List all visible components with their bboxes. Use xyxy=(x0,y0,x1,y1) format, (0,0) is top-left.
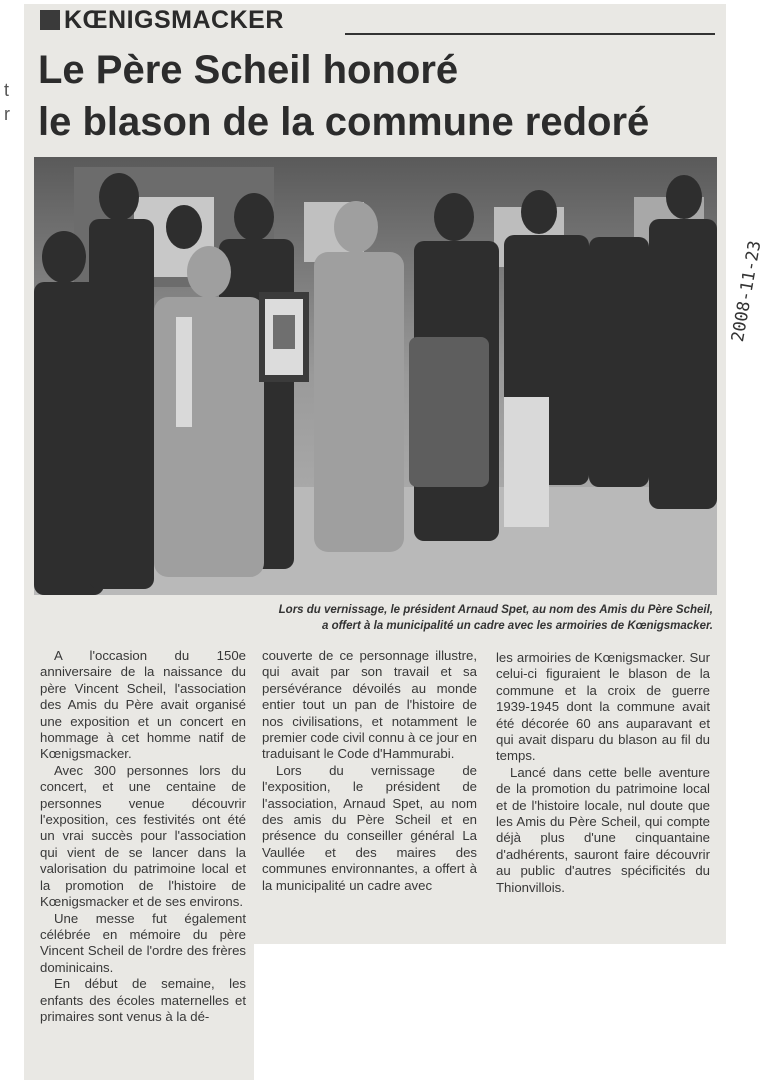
paragraph: couverte de ce personnage illustre, qui avait par son travail et sa persévérance dévoilés au monde entier tout un pan de l'histoire de nos civilisations, et notamment le premier code civil connu à ce jour en traduisant le Code d'Hammurabi. xyxy=(262,648,477,762)
headline xyxy=(38,44,728,148)
cut-edge-mark: r xyxy=(4,104,10,124)
headline-line-1: Le Père Scheil honoré xyxy=(38,48,459,92)
section-title: KŒNIGSMACKER xyxy=(64,5,284,34)
paragraph: A l'occasion du 150e anniversaire de la naissance du père Vincent Scheil, l'association des Amis du Père avait organisé une exposition et un concert en hommage à cet homme natif de Kœnigsmacker. xyxy=(40,648,246,762)
rubric-rule xyxy=(345,33,715,35)
photo-caption xyxy=(34,602,713,634)
paragraph: Avec 300 personnes lors du concert, et une centaine de personnes venue découvrir l'exposition, ces festivités ont été un vrai succès pour l'association qui vient de se lancer dans la valorisation du patrimoine local et la promotion de l'histoire de Kœnigsmacker et de ses environs. xyxy=(40,762,246,910)
article-column-2 xyxy=(262,648,477,894)
group-photo xyxy=(34,157,717,595)
paragraph: Une messe fut également célébrée en mémoire du père Vincent Scheil de l'ordre des frères dominicains. xyxy=(40,910,246,975)
article-column-3 xyxy=(496,650,710,896)
handwritten-date: 2008-11-23 xyxy=(728,239,765,344)
caption-line-2: a offert à la municipalité un cadre avec les armoiries de Kœnigsmacker. xyxy=(322,620,713,632)
article-column-1 xyxy=(40,648,246,1025)
caption-line-1: Lors du vernissage, le président Arnaud Spet, au nom des Amis du Père Scheil, xyxy=(278,604,713,616)
paragraph: Lors du vernissage de l'exposition, le président de l'association, Arnaud Spet, au nom des amis du Père Scheil et en présence du conseiller général La Vaullée et des maires des communes environnantes, a offert à la municipalité un cadre avec xyxy=(262,762,477,893)
group-photo-illustration xyxy=(34,157,717,595)
paragraph: En début de semaine, les enfants des écoles maternelles et primaires sont venus à la dé- xyxy=(40,976,246,1024)
paragraph: les armoiries de Kœnigsmacker. Sur celui-ci figuraient le blason de la commune et la croix de guerre 1939-1945 dont la commune avait été décorée 60 ans auparavant et qui avait disparu du blason au fil du temps. xyxy=(496,650,710,764)
rubric-square-icon xyxy=(40,10,60,30)
cut-edge-mark: t xyxy=(4,80,10,100)
headline-line-2: le blason de la commune redoré xyxy=(38,100,650,144)
section-rubric xyxy=(40,6,284,34)
paragraph: Lancé dans cette belle aventure de la promotion du patrimoine local et de l'histoire locale, nul doute que les Amis du Père Scheil, qui compte déjà plus d'une cinquantaine d'adhérents, sauront faire découvrir au public d'autres spécificités du Thionvillois. xyxy=(496,764,710,895)
